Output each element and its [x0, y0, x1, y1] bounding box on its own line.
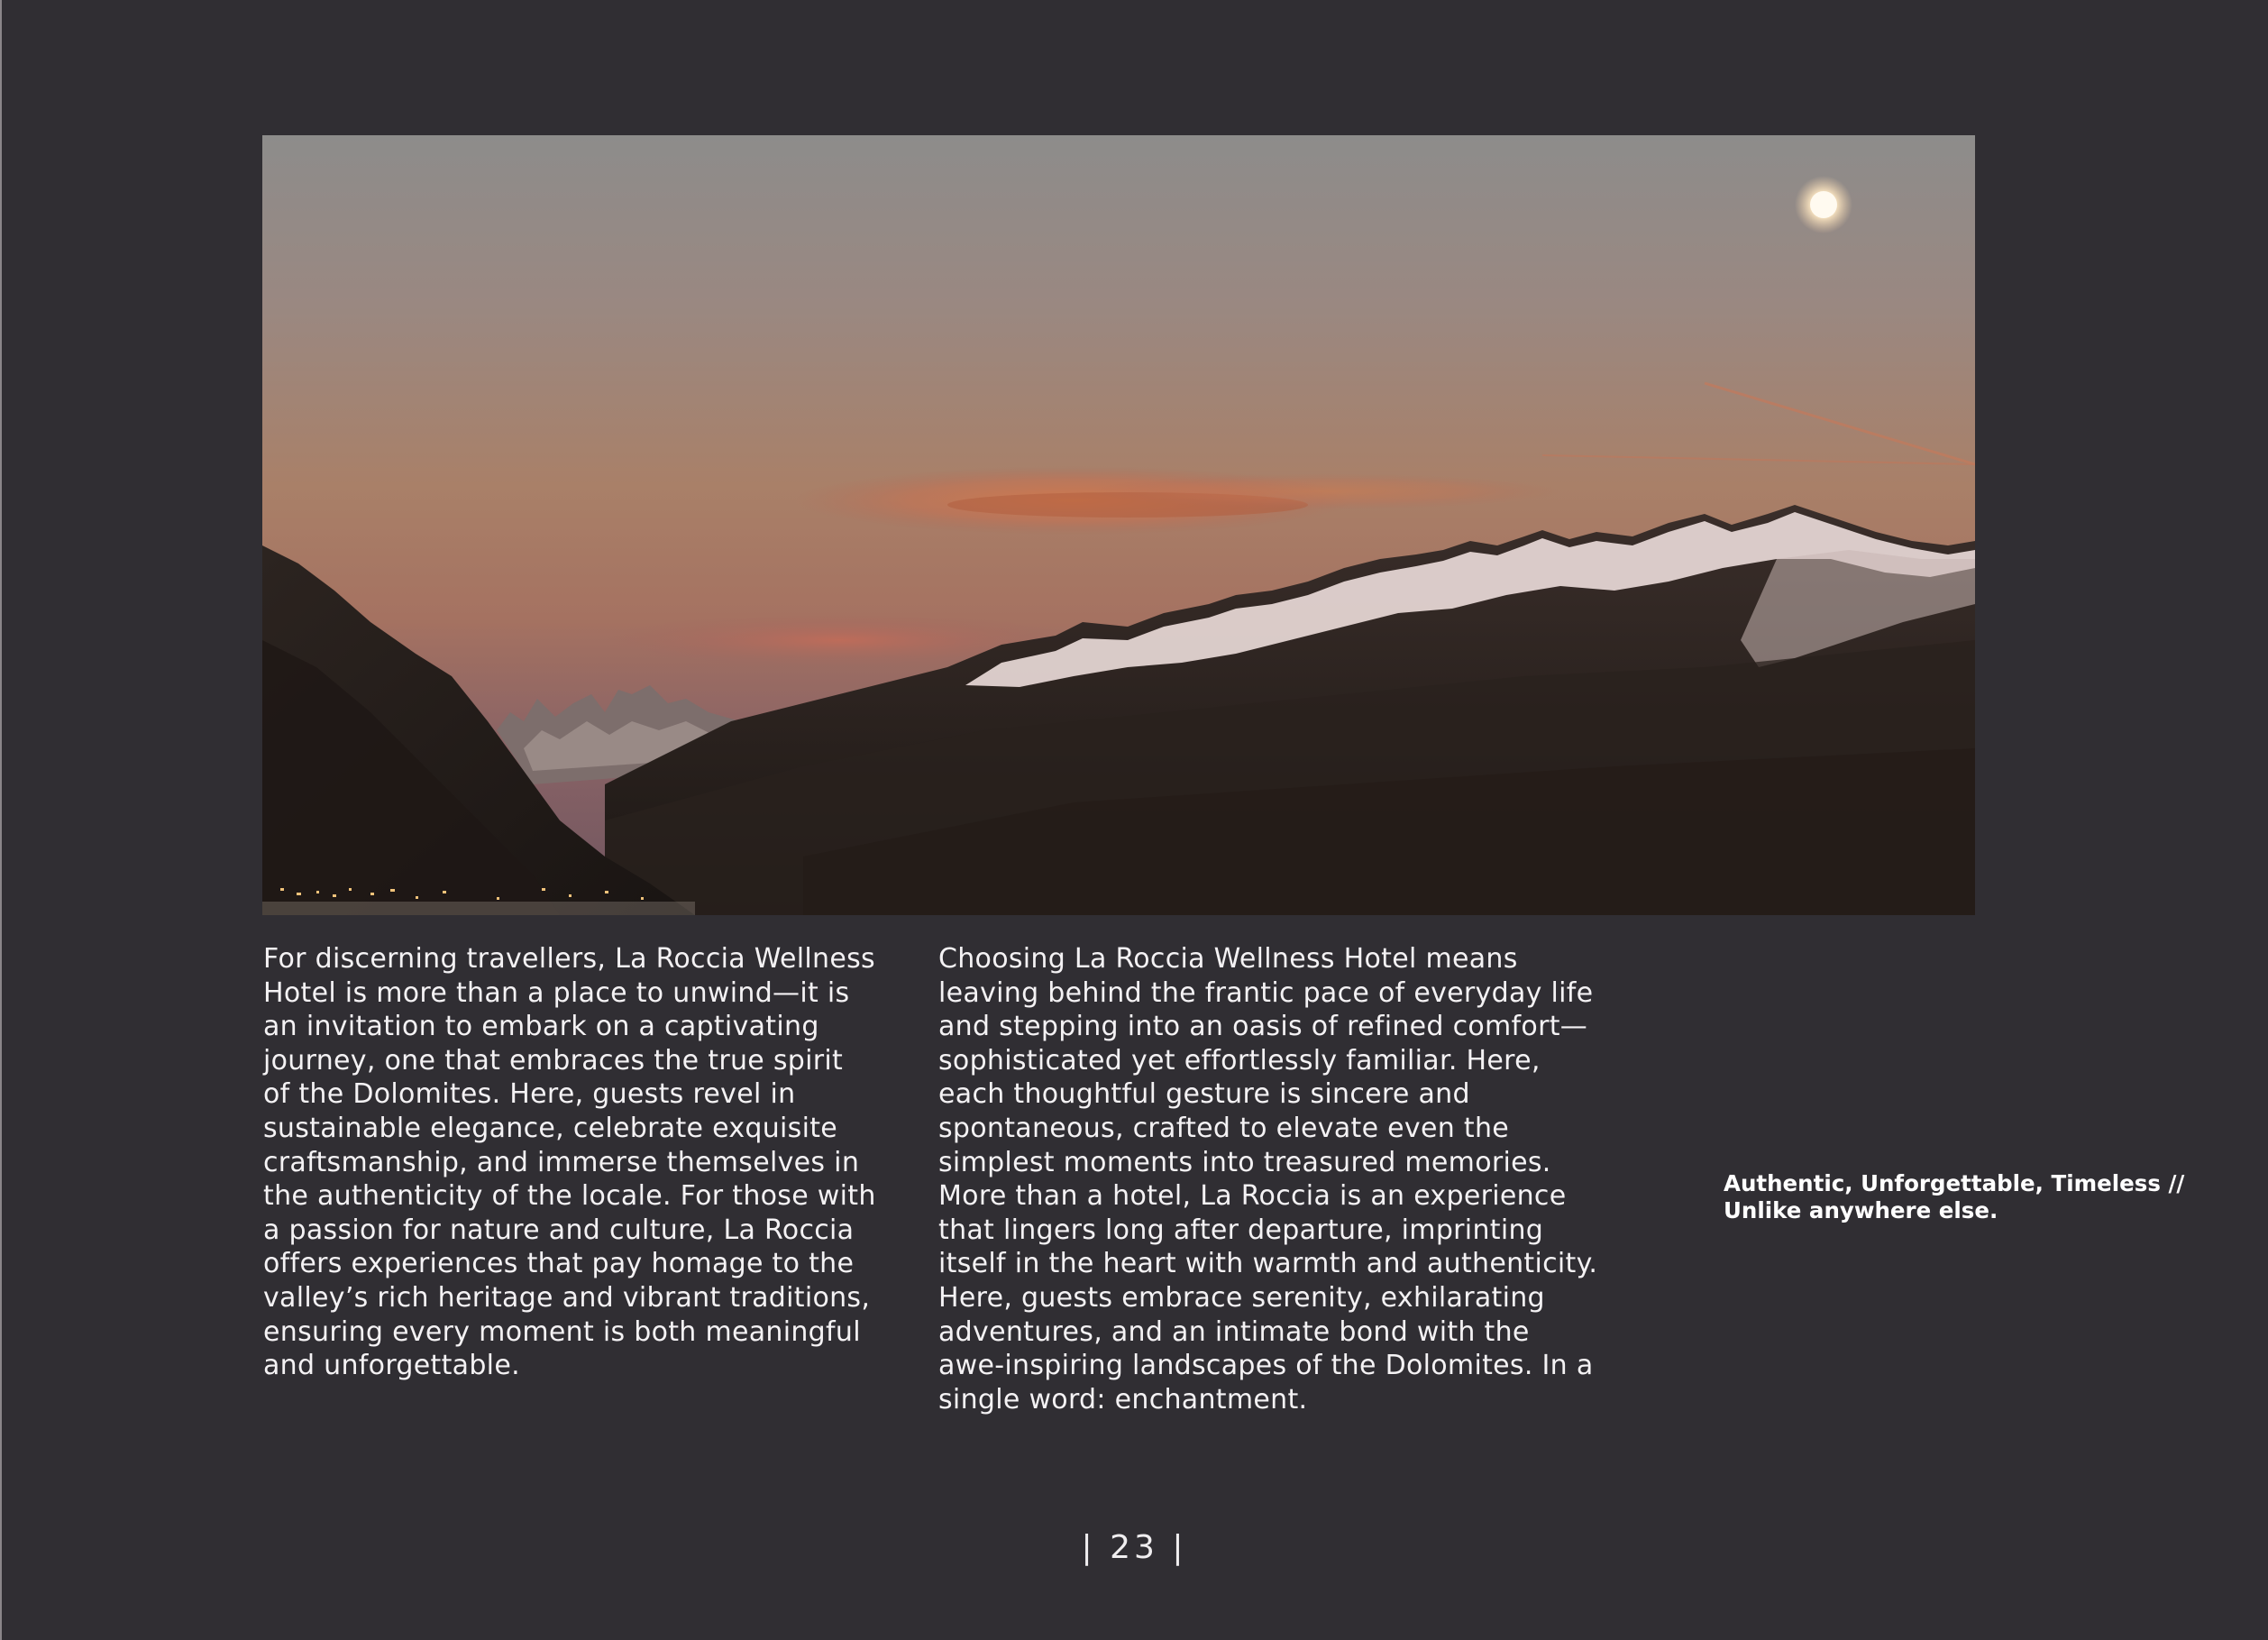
page-edge: [0, 0, 2, 1640]
page-number: | 23 |: [1081, 1529, 1187, 1566]
tagline-line-2: Unlike anywhere else.: [1724, 1197, 1998, 1223]
mountain-sunset-photo: [262, 135, 1975, 915]
tagline: [1724, 1170, 2264, 1224]
paragraph-left: For discerning travellers, La Roccia Wellness Hotel is more than a place to unwind—it is an invitation to embark on a captivating journey, one that embraces the true spirit of the Dolomites. Here, guests revel in sustainable elegance, celebrate exquisite craftsmanship, and immerse themselves in the authenticity of the locale. For those with a passion for nature and culture, La Roccia offers experiences that pay homage to the valley’s rich heritage and vibrant traditions, ensuring every moment is both meaningful and unforgettable.: [263, 943, 876, 1382]
tagline-line-1: Authentic, Unforgettable, Timeless //: [1724, 1170, 2185, 1196]
paragraph-right: Choosing La Roccia Wellness Hotel means leaving behind the frantic pace of everyday life and stepping into an oasis of refined comfort—sophisticated yet effortlessly familiar. Here, each thoughtful gesture is sincere and spontaneous, crafted to elevate even the simplest moments into treasured memories. More than a hotel, La Roccia is an experience that lingers long after departure, imprinting itself in the heart with warmth and authenticity. Here, guests embrace serenity, exhilarating adventures, and an intimate bond with the awe-inspiring landscapes of the Dolomites. In a single word: enchantment.: [938, 943, 1598, 1416]
